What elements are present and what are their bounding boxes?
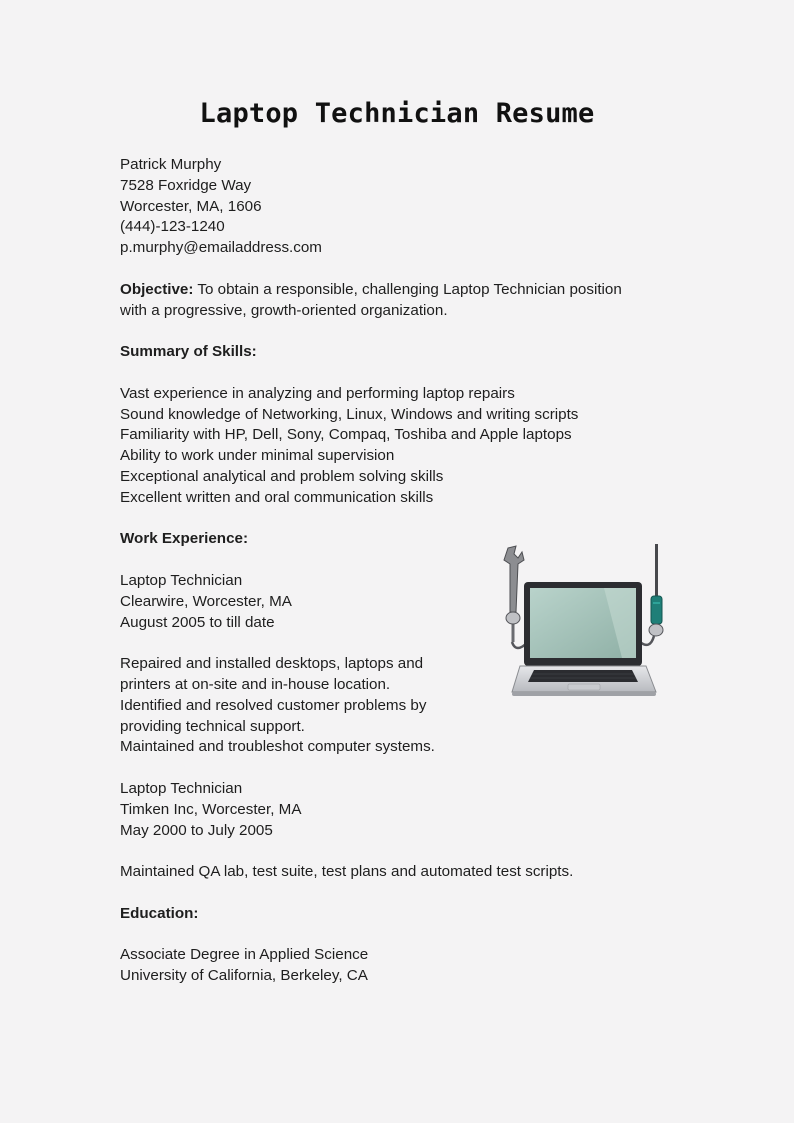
objective-text-line-1: To obtain a responsible, challenging Laptop Technician position [193, 280, 622, 298]
job-title: Laptop Technician [120, 779, 243, 797]
job-dates: August 2005 to till date [120, 613, 275, 631]
job-company: Clearwire, Worcester, MA [120, 592, 292, 610]
screwdriver-icon [640, 544, 663, 645]
skill-item: Ability to work under minimal supervision [120, 447, 395, 465]
education-school: University of California, Berkeley, CA [120, 967, 368, 985]
education-heading: Education: [120, 904, 199, 922]
job-duty: Maintained and troubleshot computer systems. [120, 738, 435, 756]
job-duty: printers at on-site and in-house location. [120, 675, 391, 693]
skills-section [120, 342, 680, 508]
skills-heading: Summary of Skills: [120, 343, 257, 361]
skill-item: Exceptional analytical and problem solving skills [120, 467, 444, 485]
resume-title: Laptop Technician Resume [199, 98, 595, 129]
job-dates: May 2000 to July 2005 [120, 821, 273, 839]
contact-block [120, 155, 680, 259]
job-duty: Identified and resolved customer problems by [120, 696, 427, 714]
job-duty: Maintained QA lab, test suite, test plans and automated test scripts. [120, 863, 574, 881]
job-title: Laptop Technician [120, 571, 243, 589]
contact-email: p.murphy@emailaddress.com [120, 239, 322, 257]
education-section [120, 904, 680, 987]
job-duty: Repaired and installed desktops, laptops and [120, 655, 424, 673]
skill-item: Excellent written and oral communication skills [120, 488, 434, 506]
job-entry [120, 779, 680, 883]
contact-phone: (444)-123-1240 [120, 218, 225, 236]
contact-street: 7528 Foxridge Way [120, 176, 252, 194]
education-degree: Associate Degree in Applied Science [120, 946, 369, 964]
objective-text-line-2: with a progressive, growth-oriented organization. [120, 301, 448, 319]
contact-city: Worcester, MA, 1606 [120, 197, 262, 215]
job-duty: providing technical support. [120, 717, 305, 735]
skill-item: Sound knowledge of Networking, Linux, Windows and writing scripts [120, 405, 579, 423]
skill-item: Vast experience in analyzing and performing laptop repairs [120, 384, 515, 402]
skill-item: Familiarity with HP, Dell, Sony, Compaq, Toshiba and Apple laptops [120, 426, 572, 444]
job-company: Timken Inc, Worcester, MA [120, 800, 302, 818]
objective-label: Objective: [120, 280, 194, 298]
work-heading: Work Experience: [120, 530, 249, 548]
objective-section [120, 280, 680, 322]
contact-name: Patrick Murphy [120, 156, 222, 173]
laptop-with-tools-icon [494, 542, 674, 702]
